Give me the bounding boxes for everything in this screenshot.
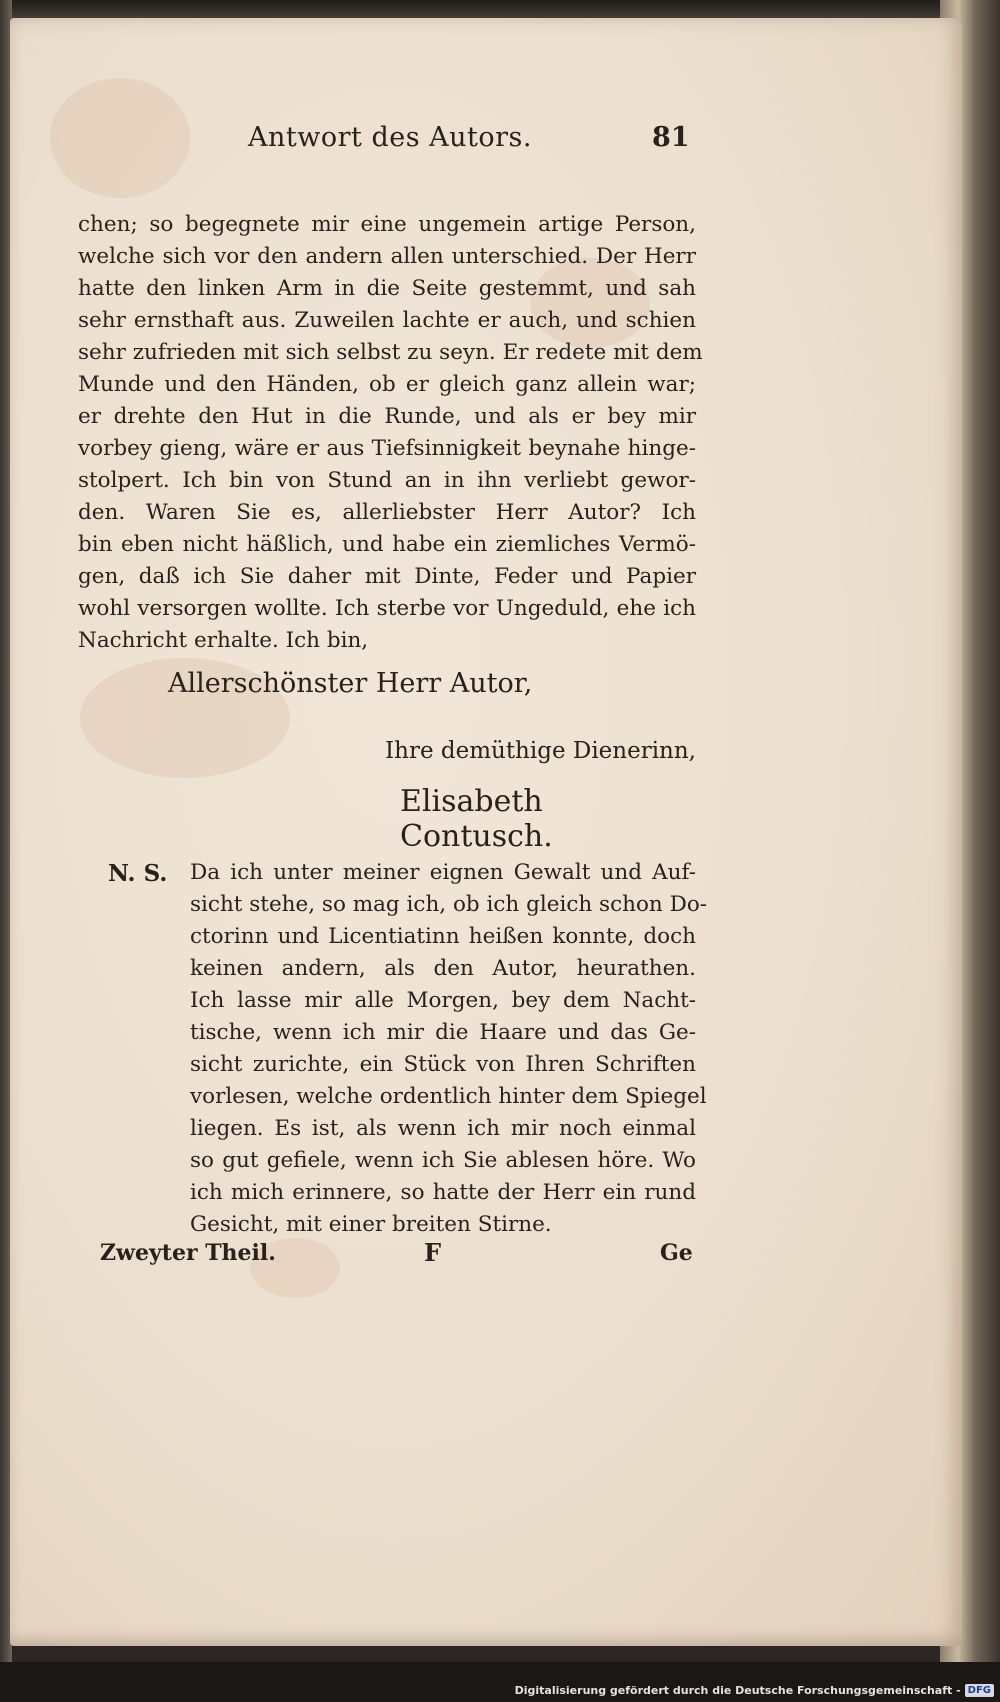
postscript-line: Gesicht, mit einer breiten Stirne.	[190, 1212, 552, 1237]
text-line: Munde und den Händen, ob er gleich ganz allein war;	[78, 372, 696, 397]
text-line: Nachricht erhalte. Ich bin,	[78, 628, 369, 653]
postscript-line: Da ich unter meiner eignen Gewalt und Auf-	[190, 860, 696, 885]
catchword: Ge	[660, 1240, 693, 1266]
letter-salutation: Allerschönster Herr Autor,	[168, 668, 533, 699]
credit-text: Digitalisierung gefördert durch die Deutsche Forschungsgemeinschaft -	[514, 1684, 961, 1697]
paper-stain	[530, 258, 650, 348]
postscript-line: liegen. Es ist, als wenn ich mir noch einmal	[190, 1116, 696, 1141]
text-line: den. Waren Sie es, allerliebster Herr Autor? Ich	[78, 500, 696, 525]
text-line: bin eben nicht häßlich, und habe ein ziemliches Vermö-	[78, 532, 696, 557]
postscript-line: keinen andern, als den Autor, heurathen.	[190, 956, 696, 981]
postscript-line: ctorinn und Licentiatinn heißen konnte, doch	[190, 924, 696, 949]
text-line: stolpert. Ich bin von Stund an in ihn verliebt gewor-	[78, 468, 696, 493]
text-line: er drehte den Hut in die Runde, und als er bey mir	[78, 404, 696, 429]
postscript-line: so gut gefiele, wenn ich Sie ablesen höre. Wo	[190, 1148, 696, 1173]
postscript-line: sicht stehe, so mag ich, ob ich gleich schon Do-	[190, 892, 708, 917]
text-line: sehr ernsthaft aus. Zuweilen lachte er auch, und schien	[78, 308, 696, 333]
page-number: 81	[652, 122, 690, 153]
text-line: gen, daß ich Sie daher mit Dinte, Feder und Papier	[78, 564, 696, 589]
digitization-credit	[515, 1684, 994, 1697]
postscript-line: ich mich erinnere, so hatte der Herr ein rund	[190, 1180, 696, 1205]
postscript-line: sicht zurichte, ein Stück von Ihren Schriften	[190, 1052, 696, 1077]
postscript-line: Ich lasse mir alle Morgen, bey dem Nacht-	[190, 988, 696, 1013]
paper-stain	[50, 78, 190, 198]
dfg-logo-icon: DFG	[965, 1684, 994, 1697]
letter-signature: Elisabeth Contusch.	[400, 784, 553, 854]
text-line: sehr zufrieden mit sich selbst zu seyn. Er redete mit dem	[78, 340, 703, 365]
sheet-mark: F	[424, 1238, 442, 1267]
postscript-label: N. S.	[108, 860, 168, 887]
postscript-line: vorlesen, welche ordentlich hinter dem Spiegel	[190, 1084, 707, 1109]
signature-mark: Zweyter Theil.	[100, 1240, 276, 1266]
letter-closing: Ihre demüthige Dienerinn,	[385, 738, 696, 764]
postscript-line: tische, wenn ich mir die Haare und das Ge-	[190, 1020, 696, 1045]
text-line: chen; so begegnete mir eine ungemein artige Person,	[78, 212, 696, 237]
text-line: vorbey gieng, wäre er aus Tiefsinnigkeit beynahe hinge-	[78, 436, 696, 461]
text-line: welche sich vor den andern allen unterschied. Der Herr	[78, 244, 696, 269]
running-title: Antwort des Autors.	[248, 122, 532, 153]
text-line: wohl versorgen wollte. Ich sterbe vor Ungeduld, ehe ich	[78, 596, 696, 621]
text-line: hatte den linken Arm in die Seite gestemmt, und sah	[78, 276, 696, 301]
credit-bar	[0, 1662, 1000, 1702]
